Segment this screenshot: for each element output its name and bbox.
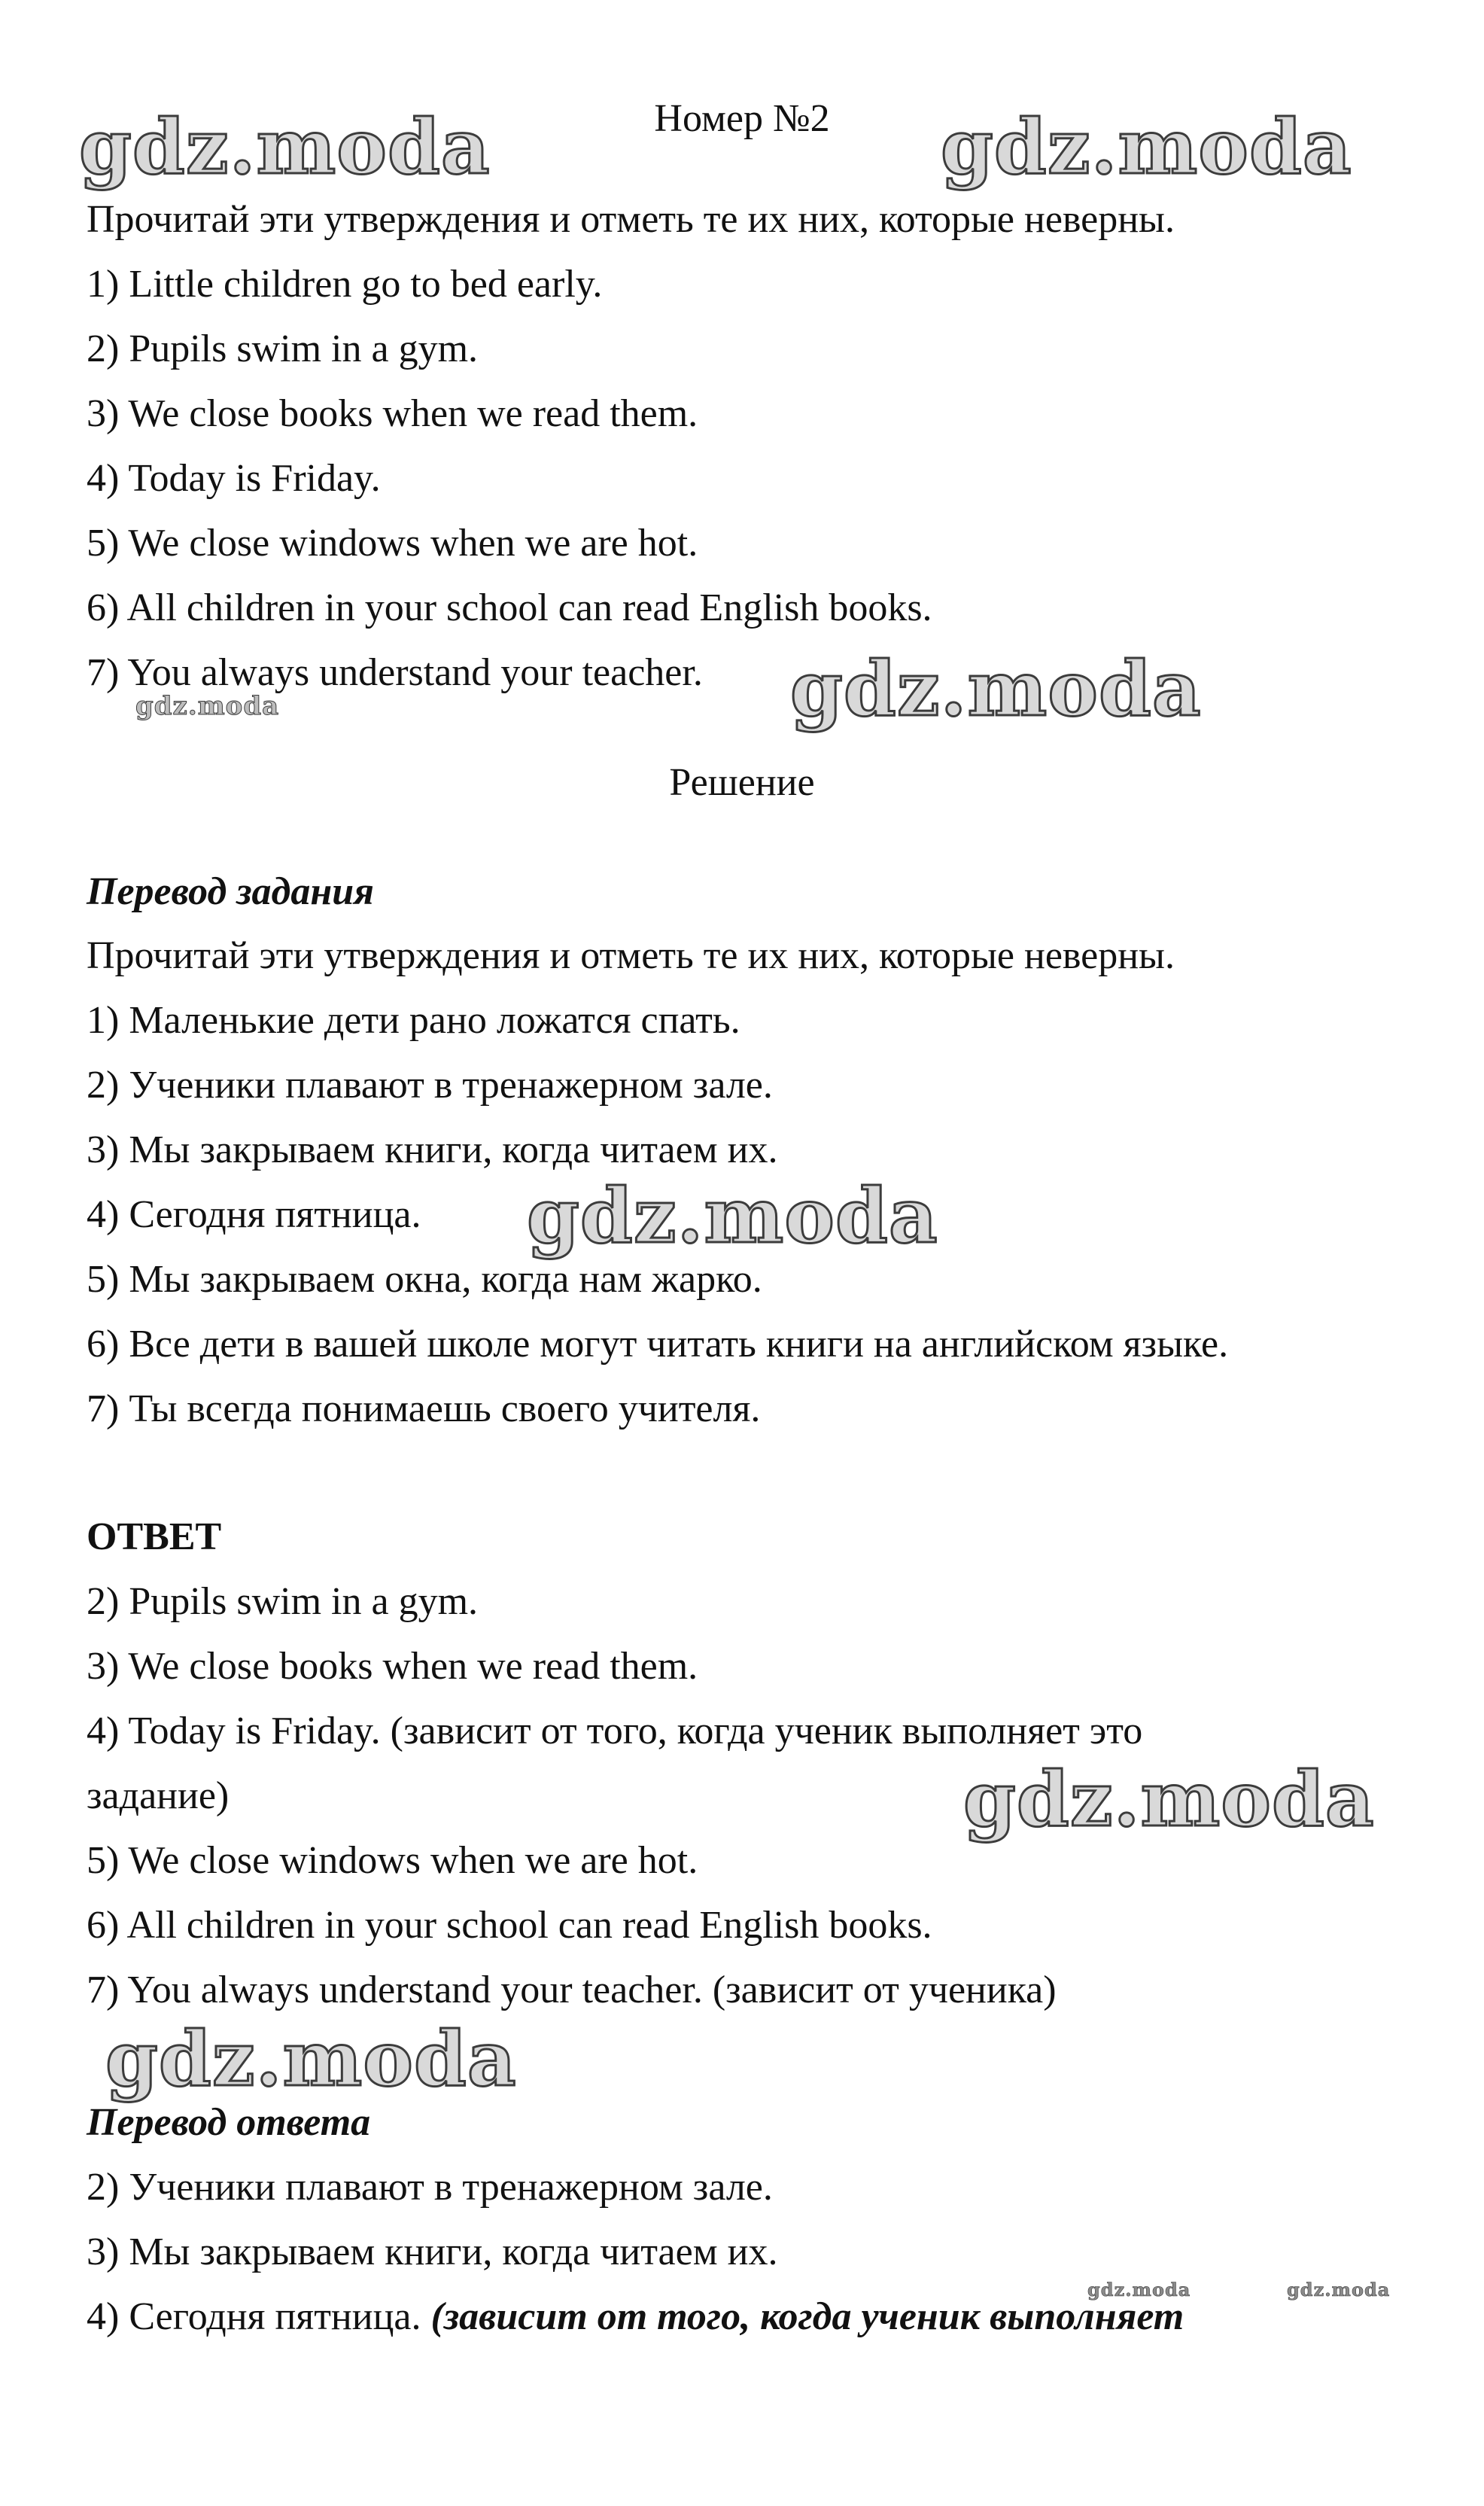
task-item-4: 4) Today is Friday. <box>87 457 381 500</box>
watermark-logo: gdz.moda <box>941 102 1352 191</box>
watermark-logo: gdz.moda <box>79 102 491 191</box>
task-prompt: Прочитай эти утверждения и отметь те их них, которые неверны. <box>87 198 1175 241</box>
translation-item-6: 6) Все дети в вашей школе могут читать книги на английском языке. <box>87 1323 1229 1366</box>
task-item-1: 1) Little children go to bed early. <box>87 263 603 306</box>
translation-item-2: 2) Ученики плавают в тренажерном зале. <box>87 1064 773 1107</box>
task-item-5: 5) We close windows when we are hot. <box>87 522 698 565</box>
watermark-logo: gdz.moda <box>1087 2279 1191 2300</box>
watermark-logo: gdz.moda <box>527 1171 938 1260</box>
task-item-3: 3) We close books when we read them. <box>87 392 698 435</box>
answer-item-6: 6) All children in your school can read English books. <box>87 1904 932 1947</box>
answer-translation-heading: Перевод ответа <box>87 2101 371 2144</box>
task-translation-heading: Перевод задания <box>87 870 374 913</box>
answer-translation-item-4-text: 4) Сегодня пятница. <box>87 2295 431 2338</box>
watermark-logo: gdz.moda <box>105 2014 517 2103</box>
watermark-logo: gdz.moda <box>1287 2279 1391 2300</box>
answer-item-7: 7) You always understand your teacher. (зависит от ученика) <box>87 1969 1057 2011</box>
task-item-7: 7) You always understand your teacher. <box>87 651 703 694</box>
answer-translation-item-3: 3) Мы закрываем книги, когда читаем их. <box>87 2230 778 2273</box>
translation-item-1: 1) Маленькие дети рано ложатся спать. <box>87 999 740 1042</box>
watermark-logo: gdz.moda <box>790 644 1202 733</box>
answer-item-4-continuation: задание) <box>87 1774 230 1817</box>
solution-heading: Решение <box>669 761 815 804</box>
answer-heading: ОТВЕТ <box>87 1515 222 1558</box>
answer-translation-item-2: 2) Ученики плавают в тренажерном зале. <box>87 2166 773 2209</box>
watermark-logo: gdz.moda <box>963 1755 1375 1844</box>
answer-item-5: 5) We close windows when we are hot. <box>87 1839 698 1882</box>
answer-translation-item-4 <box>87 2294 1184 2340</box>
translation-item-7: 7) Ты всегда понимаешь своего учителя. <box>87 1387 761 1430</box>
task-item-6: 6) All children in your school can read English books. <box>87 586 932 629</box>
task-item-2: 2) Pupils swim in a gym. <box>87 327 479 370</box>
answer-item-3: 3) We close books when we read them. <box>87 1645 698 1688</box>
answer-item-4: 4) Today is Friday. (зависит от того, когда ученик выполняет это <box>87 1710 1143 1752</box>
translation-item-4: 4) Сегодня пятница. <box>87 1193 421 1236</box>
translation-item-5: 5) Мы закрываем окна, когда нам жарко. <box>87 1258 762 1301</box>
task-translation-prompt: Прочитай эти утверждения и отметь те их них, которые неверны. <box>87 934 1175 977</box>
page-title: Номер №2 <box>654 97 830 140</box>
answer-item-2: 2) Pupils swim in a gym. <box>87 1580 479 1623</box>
watermark-logo: gdz.moda <box>135 691 280 721</box>
translation-item-3: 3) Мы закрываем книги, когда читаем их. <box>87 1128 778 1171</box>
answer-translation-item-4-note: (зависит от того, когда ученик выполняет <box>430 2295 1184 2338</box>
